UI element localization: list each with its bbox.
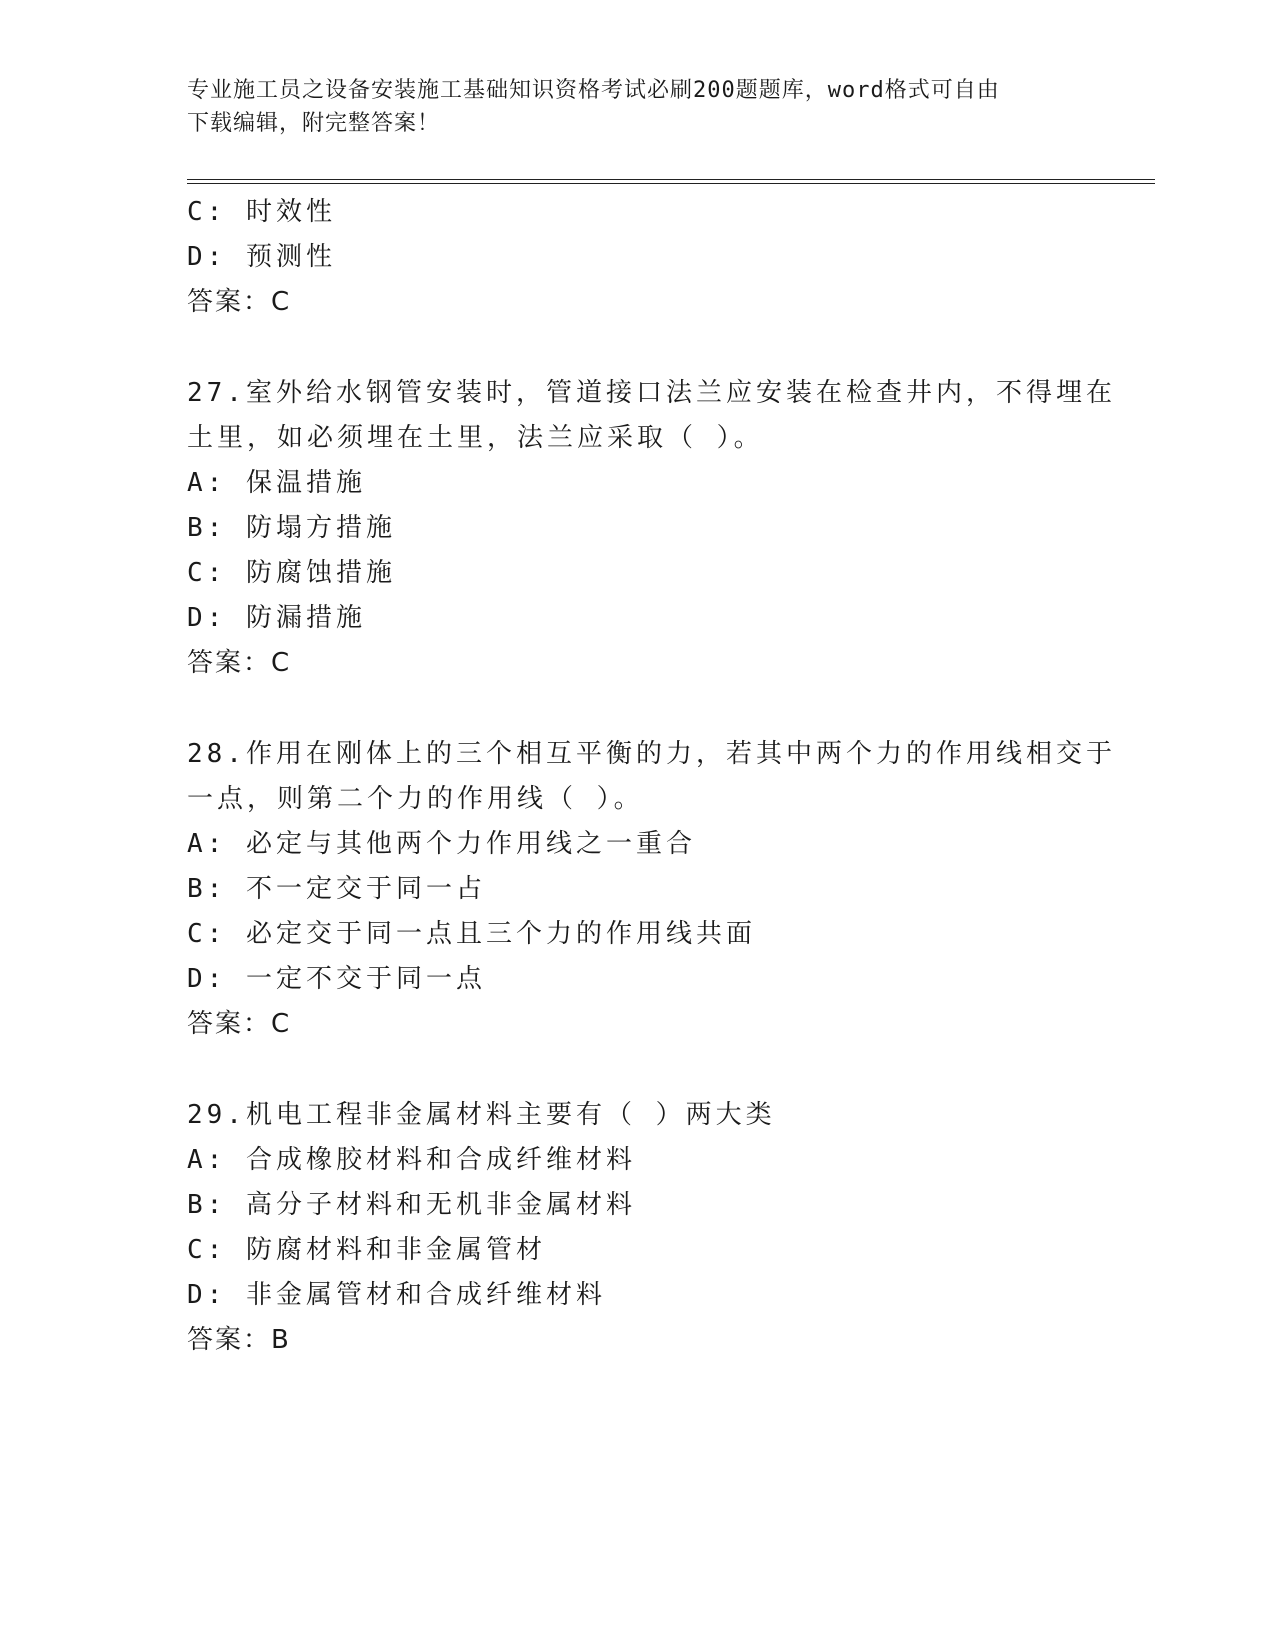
option-a: A: 合成橡胶材料和合成纤维材料: [187, 1145, 636, 1175]
option-a: A: 必定与其他两个力作用线之一重合: [187, 829, 696, 859]
previous-question-tail: [187, 190, 1087, 325]
option-c: C: 时效性: [187, 197, 336, 227]
spacer: [187, 686, 1087, 732]
option-d: D: 预测性: [187, 242, 336, 272]
spacer: [187, 325, 1087, 371]
header-title-line-1: 专业施工员之设备安装施工基础知识资格考试必刷200题题库，word格式可自由: [187, 78, 1000, 103]
question-content: [187, 190, 1116, 1363]
question-stem-line: 土里，如必须埋在土里，法兰应采取（ ）。: [187, 423, 764, 453]
question-29: [187, 1093, 1087, 1363]
answer-line: 答案：C: [187, 1009, 292, 1039]
question-28: [187, 732, 1116, 1047]
answer-line: 答案：C: [187, 648, 292, 678]
answer-line: 答案：B: [187, 1325, 291, 1355]
answer-line: 答案：C: [187, 287, 292, 317]
document-header: [187, 74, 1087, 140]
option-d: D: 防漏措施: [187, 603, 366, 633]
question-stem-line: 29.机电工程非金属材料主要有（ ）两大类: [187, 1100, 776, 1130]
question-stem-line: 一点，则第二个力的作用线（ ）。: [187, 784, 644, 814]
option-d: D: 非金属管材和合成纤维材料: [187, 1280, 606, 1310]
option-c: C: 必定交于同一点且三个力的作用线共面: [187, 919, 756, 949]
question-stem-line: 27.室外给水钢管安装时，管道接口法兰应安装在检查井内，不得埋在: [187, 378, 1116, 408]
option-c: C: 防腐蚀措施: [187, 558, 396, 588]
header-divider: [187, 179, 1155, 184]
option-c: C: 防腐材料和非金属管材: [187, 1235, 546, 1265]
option-a: A: 保温措施: [187, 468, 366, 498]
header-title-line-2: 下载编辑，附完整答案！: [187, 111, 441, 136]
option-b: B: 高分子材料和无机非金属材料: [187, 1190, 636, 1220]
question-27: [187, 371, 1116, 686]
question-stem-line: 28.作用在刚体上的三个相互平衡的力，若其中两个力的作用线相交于: [187, 739, 1116, 769]
option-b: B: 防塌方措施: [187, 513, 396, 543]
option-d: D: 一定不交于同一点: [187, 964, 486, 994]
spacer: [187, 1047, 1087, 1093]
option-b: B: 不一定交于同一占: [187, 874, 486, 904]
